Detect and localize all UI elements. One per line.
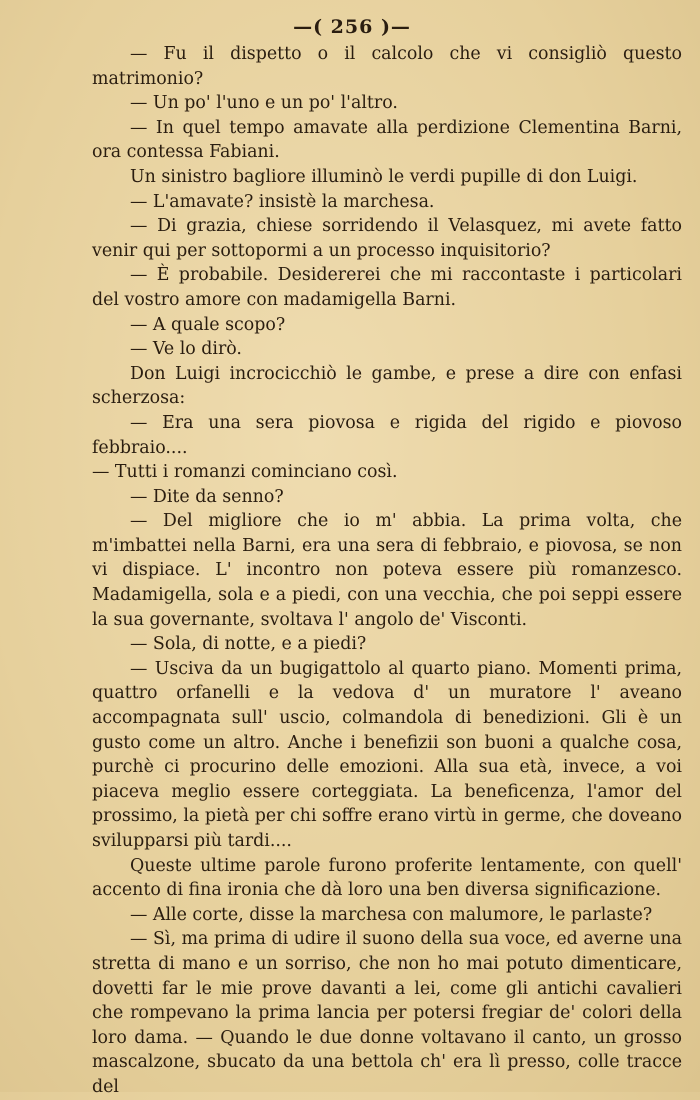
- paragraph: Un sinistro bagliore illuminò le verdi pupille di don Luigi.: [130, 166, 638, 187]
- paragraph: Queste ultime parole furono proferite lentamente, con quell' accento di fina ironia che dà loro una ben diversa significazione.: [92, 855, 682, 901]
- paragraph: — È probabile. Desidererei che mi raccontaste i particolari del vostro amore con madamigella Barni.: [92, 265, 682, 310]
- paragraph: — Sì, ma prima di udire il suono della sua voce, ed averne una stretta di mano e un sorriso, che non ho mai potuto dimenticare, dovetti far le mie prove davanti a lei, come gli antichi cavalieri che rompevano la prima lancia per potersi fregiar de' colori della loro dama. — Quando le due donne voltavano il canto, un grosso mascalzone, sbucato da una bettola ch' era lì presso, colle tracce del: [92, 929, 682, 1097]
- paragraph: — Tutti i romanzi cominciano così.: [92, 462, 398, 483]
- paragraph: — Dite da senno?: [130, 486, 284, 507]
- page-body: [92, 42, 682, 1100]
- paragraph: — Fu il dispetto o il calcolo che vi consigliò questo matrimonio?: [92, 44, 682, 89]
- paragraph: Don Luigi incrocicchiò le gambe, e prese a dire con enfasi scherzosa:: [92, 363, 682, 409]
- paragraph: — Alle corte, disse la marchesa con malumore, le parlaste?: [130, 904, 653, 925]
- paragraph: — Ve lo dirò.: [130, 339, 242, 360]
- paragraph: — Usciva da un bugigattolo al quarto piano. Momenti prima, quattro orfanelli e la vedova d' un muratore l' aveano accompagnata sull' uscio, colmandola di benedizioni. Gli è un gusto come un altro. Anche i benefizii son buoni a qualche cosa, purchè ci procurino delle emozioni. Alla sua età, invece, a voi piaceva meglio essere corteggiata. La beneficenza, l'amor del prossimo, la pietà per chi soffre erano virtù in germe, che doveano svilupparsi più tardi....: [92, 658, 682, 851]
- page-number-header: —( 256 )—: [293, 16, 411, 38]
- paragraph: — A quale scopo?: [130, 314, 286, 335]
- paragraph: — Sola, di notte, e a piedi?: [130, 634, 367, 655]
- paragraph: — L'amavate? insistè la marchesa.: [130, 191, 435, 212]
- paragraph: — Di grazia, chiese sorridendo il Velasquez, mi avete fatto venir qui per sottopormi a un processo inquisitorio?: [92, 216, 682, 261]
- paragraph: — In quel tempo amavate alla perdizione Clementina Barni, ora contessa Fabiani.: [92, 117, 682, 163]
- paragraph: — Era una sera piovosa e rigida del rigido e piovoso febbraio....: [92, 412, 682, 458]
- paragraph: — Del migliore che io m' abbia. La prima volta, che m'imbattei nella Barni, era una sera di febbraio, e piovosa, se non vi dispiace. L' incontro non poteva essere più romanzesco. Madamigella, sola e a piedi, con una vecchia, che poi seppi essere la sua governante, svoltava l' angolo de' Visconti.: [92, 511, 682, 630]
- paragraph: — Un po' l'uno e un po' l'altro.: [130, 93, 398, 114]
